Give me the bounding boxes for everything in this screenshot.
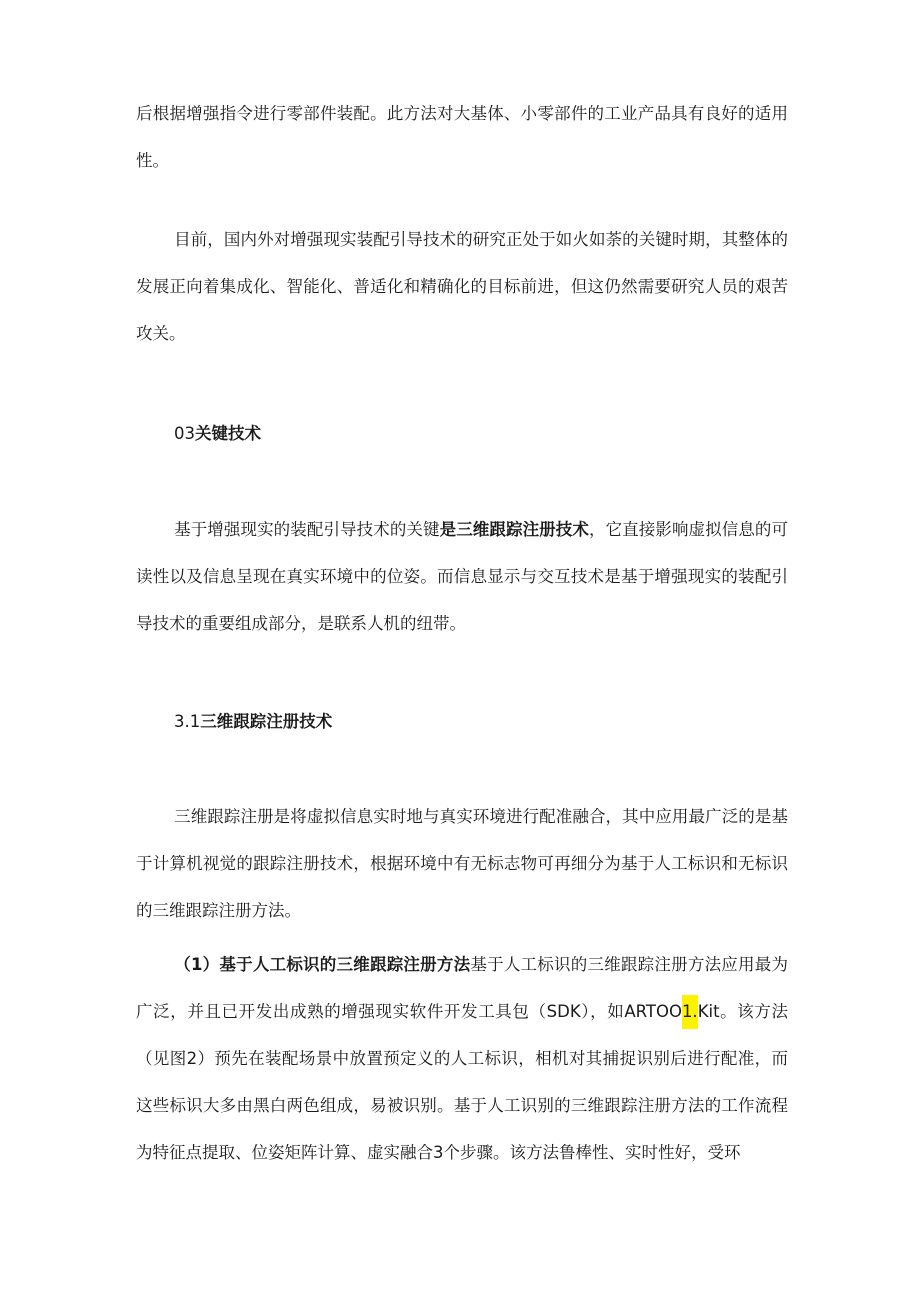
paragraph-text: 目前，国内外对增强现实装配引导技术的研究正处于如火如荼的关键时期，其整体的发展正向着集成化、智能化、普适化和精确化的目标前进，但这仍然需要研究人员的艰苦攻关。 — [136, 230, 788, 343]
paragraph-bold-term: 是三维跟踪注册技术 — [439, 520, 589, 539]
section-heading-3d-tracking — [174, 710, 332, 734]
paragraph-text-part1: 基于人工标识的三维跟踪注册方法应用最为广泛，并且已开发出成熟的增强现实软件开发工具包（SDK），如ARTOO — [136, 955, 789, 1021]
paragraph-marker-based-method — [136, 941, 788, 1176]
paragraph-tracking-overview — [136, 793, 788, 934]
section-heading-key-technologies — [174, 422, 261, 446]
section-number: 03 — [174, 424, 195, 443]
paragraph-key-technology-intro — [136, 506, 788, 647]
paragraph-bold-term: （1）基于人工标识的三维跟踪注册方法 — [174, 955, 471, 974]
paragraph-research-status — [136, 216, 788, 357]
section-number: 3.1 — [174, 712, 201, 731]
section-title: 关键技术 — [195, 424, 261, 443]
paragraph-text-after: ，它直接影响虚拟信息的可读性以及信息呈现在真实环境中的位姿。而信息显示与交互技术是基于增强现实的装配引导技术的重要组成部分，是联系人机的纽带。 — [136, 520, 789, 633]
paragraph-text-before: 基于增强现实的装配引导技术的关键 — [174, 520, 440, 539]
section-title: 三维跟踪注册技术 — [200, 712, 333, 731]
highlighted-text: 1. — [682, 995, 698, 1029]
paragraph-text-part2: Kit。该方法（见图2）预先在装配场景中放置预定义的人工标识，相机对其捕捉识别后进行配准，而这些标识大多由黑白两色组成，易被识别。基于人工识别的三维跟踪注册方法的工作流程为特征点提取、位姿矩阵计算、虚实融合3个步骤。该方法鲁棒性、实时性好，受环 — [136, 1002, 789, 1162]
paragraph-text: 后根据增强指令进行零部件装配。此方法对大基体、小零部件的工业产品具有良好的适用性。 — [136, 104, 788, 170]
paragraph-assembly-applicability — [136, 90, 788, 184]
paragraph-text: 三维跟踪注册是将虚拟信息实时地与真实环境进行配准融合，其中应用最广泛的是基于计算机视觉的跟踪注册技术，根据环境中有无标志物可再细分为基于人工标识和无标识的三维跟踪注册方法。 — [136, 807, 788, 920]
